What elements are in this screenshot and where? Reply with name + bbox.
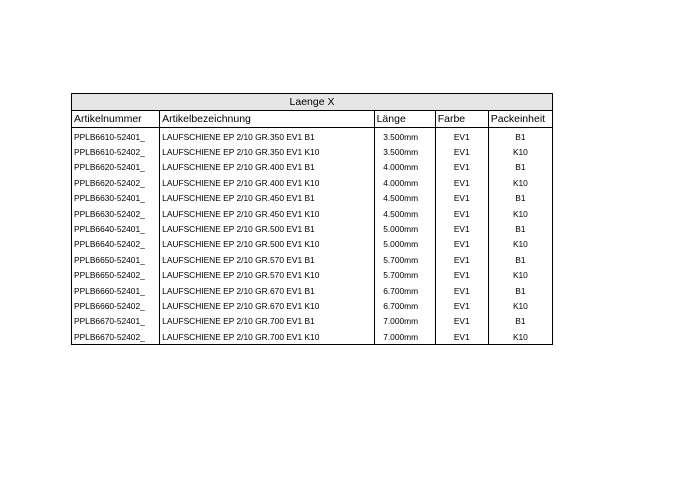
cell-packeinheit: K10: [488, 298, 552, 313]
cell-farbe: EV1: [435, 221, 488, 236]
table-row: [72, 314, 553, 329]
cell-farbe: EV1: [435, 329, 488, 345]
cell-artikelnummer: PPLB6610-52402_: [74, 147, 145, 158]
cell-artikelbezeichnung: LAUFSCHIENE EP 2/10 GR.670 EV1 K10: [160, 298, 374, 313]
cell-packeinheit: B1: [488, 221, 552, 236]
column-header-artikelbezeichnung: Artikelbezeichnung: [160, 111, 374, 128]
cell-packeinheit: B1: [488, 252, 552, 267]
cell-artikelbezeichnung: LAUFSCHIENE EP 2/10 GR.400 EV1 B1: [160, 160, 374, 175]
cell-farbe: EV1: [435, 191, 488, 206]
cell-artikelnummer: PPLB6660-52402_: [74, 300, 145, 311]
cell-artikelbezeichnung: LAUFSCHIENE EP 2/10 GR.450 EV1 K10: [160, 206, 374, 221]
table-row: [72, 252, 553, 267]
cell-artikelnummer: PPLB6670-52402_: [74, 331, 145, 342]
cell-farbe: EV1: [435, 128, 488, 145]
cell-laenge: 7.000mm: [374, 314, 435, 329]
cell-laenge: 4.500mm: [374, 206, 435, 221]
cell-artikelnummer: PPLB6640-52402_: [74, 239, 145, 250]
cell-farbe: EV1: [435, 175, 488, 190]
table-row: [72, 191, 553, 206]
table-row: [72, 329, 553, 345]
cell-artikelbezeichnung: LAUFSCHIENE EP 2/10 GR.400 EV1 K10: [160, 175, 374, 190]
cell-laenge: 6.700mm: [374, 298, 435, 313]
cell-artikelbezeichnung: LAUFSCHIENE EP 2/10 GR.700 EV1 B1: [160, 314, 374, 329]
cell-farbe: EV1: [435, 206, 488, 221]
table-row: [72, 268, 553, 283]
cell-artikelbezeichnung: LAUFSCHIENE EP 2/10 GR.500 EV1 B1: [160, 221, 374, 236]
table-row: [72, 221, 553, 236]
column-header-artikelnummer: Artikelnummer: [72, 111, 160, 128]
cell-laenge: 6.700mm: [374, 283, 435, 298]
cell-artikelbezeichnung: LAUFSCHIENE EP 2/10 GR.450 EV1 B1: [160, 191, 374, 206]
cell-artikelnummer: PPLB6630-52402_: [74, 208, 145, 219]
table-body: [72, 128, 553, 345]
cell-farbe: EV1: [435, 283, 488, 298]
cell-laenge: 5.700mm: [374, 252, 435, 267]
cell-artikelnummer: PPLB6660-52401_: [74, 285, 145, 296]
cell-laenge: 4.000mm: [374, 160, 435, 175]
cell-packeinheit: B1: [488, 160, 552, 175]
column-header-farbe: Farbe: [435, 111, 488, 128]
cell-farbe: EV1: [435, 252, 488, 267]
cell-artikelnummer: PPLB6630-52401_: [74, 193, 145, 204]
cell-artikelnummer: PPLB6620-52402_: [74, 177, 145, 188]
cell-artikelnummer: PPLB6670-52401_: [74, 316, 145, 327]
column-header-laenge: Länge: [374, 111, 435, 128]
cell-artikelbezeichnung: LAUFSCHIENE EP 2/10 GR.350 EV1 K10: [160, 144, 374, 159]
cell-packeinheit: B1: [488, 314, 552, 329]
cell-artikelnummer: PPLB6650-52402_: [74, 270, 145, 281]
cell-laenge: 5.000mm: [374, 221, 435, 236]
cell-laenge: 4.000mm: [374, 175, 435, 190]
cell-farbe: EV1: [435, 298, 488, 313]
cell-laenge: 7.000mm: [374, 329, 435, 345]
table-row: [72, 237, 553, 252]
laenge-table: [71, 93, 553, 345]
cell-artikelbezeichnung: LAUFSCHIENE EP 2/10 GR.570 EV1 K10: [160, 268, 374, 283]
cell-packeinheit: K10: [488, 206, 552, 221]
cell-laenge: 4.500mm: [374, 191, 435, 206]
table-row: [72, 175, 553, 190]
cell-artikelnummer: PPLB6610-52401_: [74, 131, 145, 142]
cell-artikelnummer: PPLB6650-52401_: [74, 254, 145, 265]
cell-packeinheit: K10: [488, 175, 552, 190]
cell-artikelnummer: PPLB6640-52401_: [74, 224, 145, 235]
cell-laenge: 5.700mm: [374, 268, 435, 283]
cell-laenge: 3.500mm: [374, 144, 435, 159]
cell-artikelbezeichnung: LAUFSCHIENE EP 2/10 GR.670 EV1 B1: [160, 283, 374, 298]
cell-packeinheit: K10: [488, 329, 552, 345]
cell-farbe: EV1: [435, 237, 488, 252]
cell-packeinheit: K10: [488, 268, 552, 283]
cell-artikelbezeichnung: LAUFSCHIENE EP 2/10 GR.700 EV1 K10: [160, 329, 374, 345]
cell-packeinheit: K10: [488, 237, 552, 252]
table-title-row: [72, 94, 553, 111]
cell-packeinheit: B1: [488, 128, 552, 145]
cell-laenge: 3.500mm: [374, 128, 435, 145]
table-row: [72, 144, 553, 159]
table-row: [72, 128, 553, 145]
cell-farbe: EV1: [435, 160, 488, 175]
table-row: [72, 283, 553, 298]
cell-farbe: EV1: [435, 314, 488, 329]
cell-packeinheit: B1: [488, 283, 552, 298]
cell-artikelnummer: PPLB6620-52401_: [74, 162, 145, 173]
table-row: [72, 206, 553, 221]
cell-laenge: 5.000mm: [374, 237, 435, 252]
table-row: [72, 160, 553, 175]
cell-farbe: EV1: [435, 268, 488, 283]
table-header-row: [72, 111, 553, 128]
table-title: Laenge X: [72, 94, 553, 111]
cell-artikelbezeichnung: LAUFSCHIENE EP 2/10 GR.500 EV1 K10: [160, 237, 374, 252]
table-row: [72, 298, 553, 313]
cell-packeinheit: K10: [488, 144, 552, 159]
cell-farbe: EV1: [435, 144, 488, 159]
cell-artikelbezeichnung: LAUFSCHIENE EP 2/10 GR.570 EV1 B1: [160, 252, 374, 267]
cell-packeinheit: B1: [488, 191, 552, 206]
column-header-packeinheit: Packeinheit: [488, 111, 552, 128]
cell-artikelbezeichnung: LAUFSCHIENE EP 2/10 GR.350 EV1 B1: [160, 128, 374, 145]
